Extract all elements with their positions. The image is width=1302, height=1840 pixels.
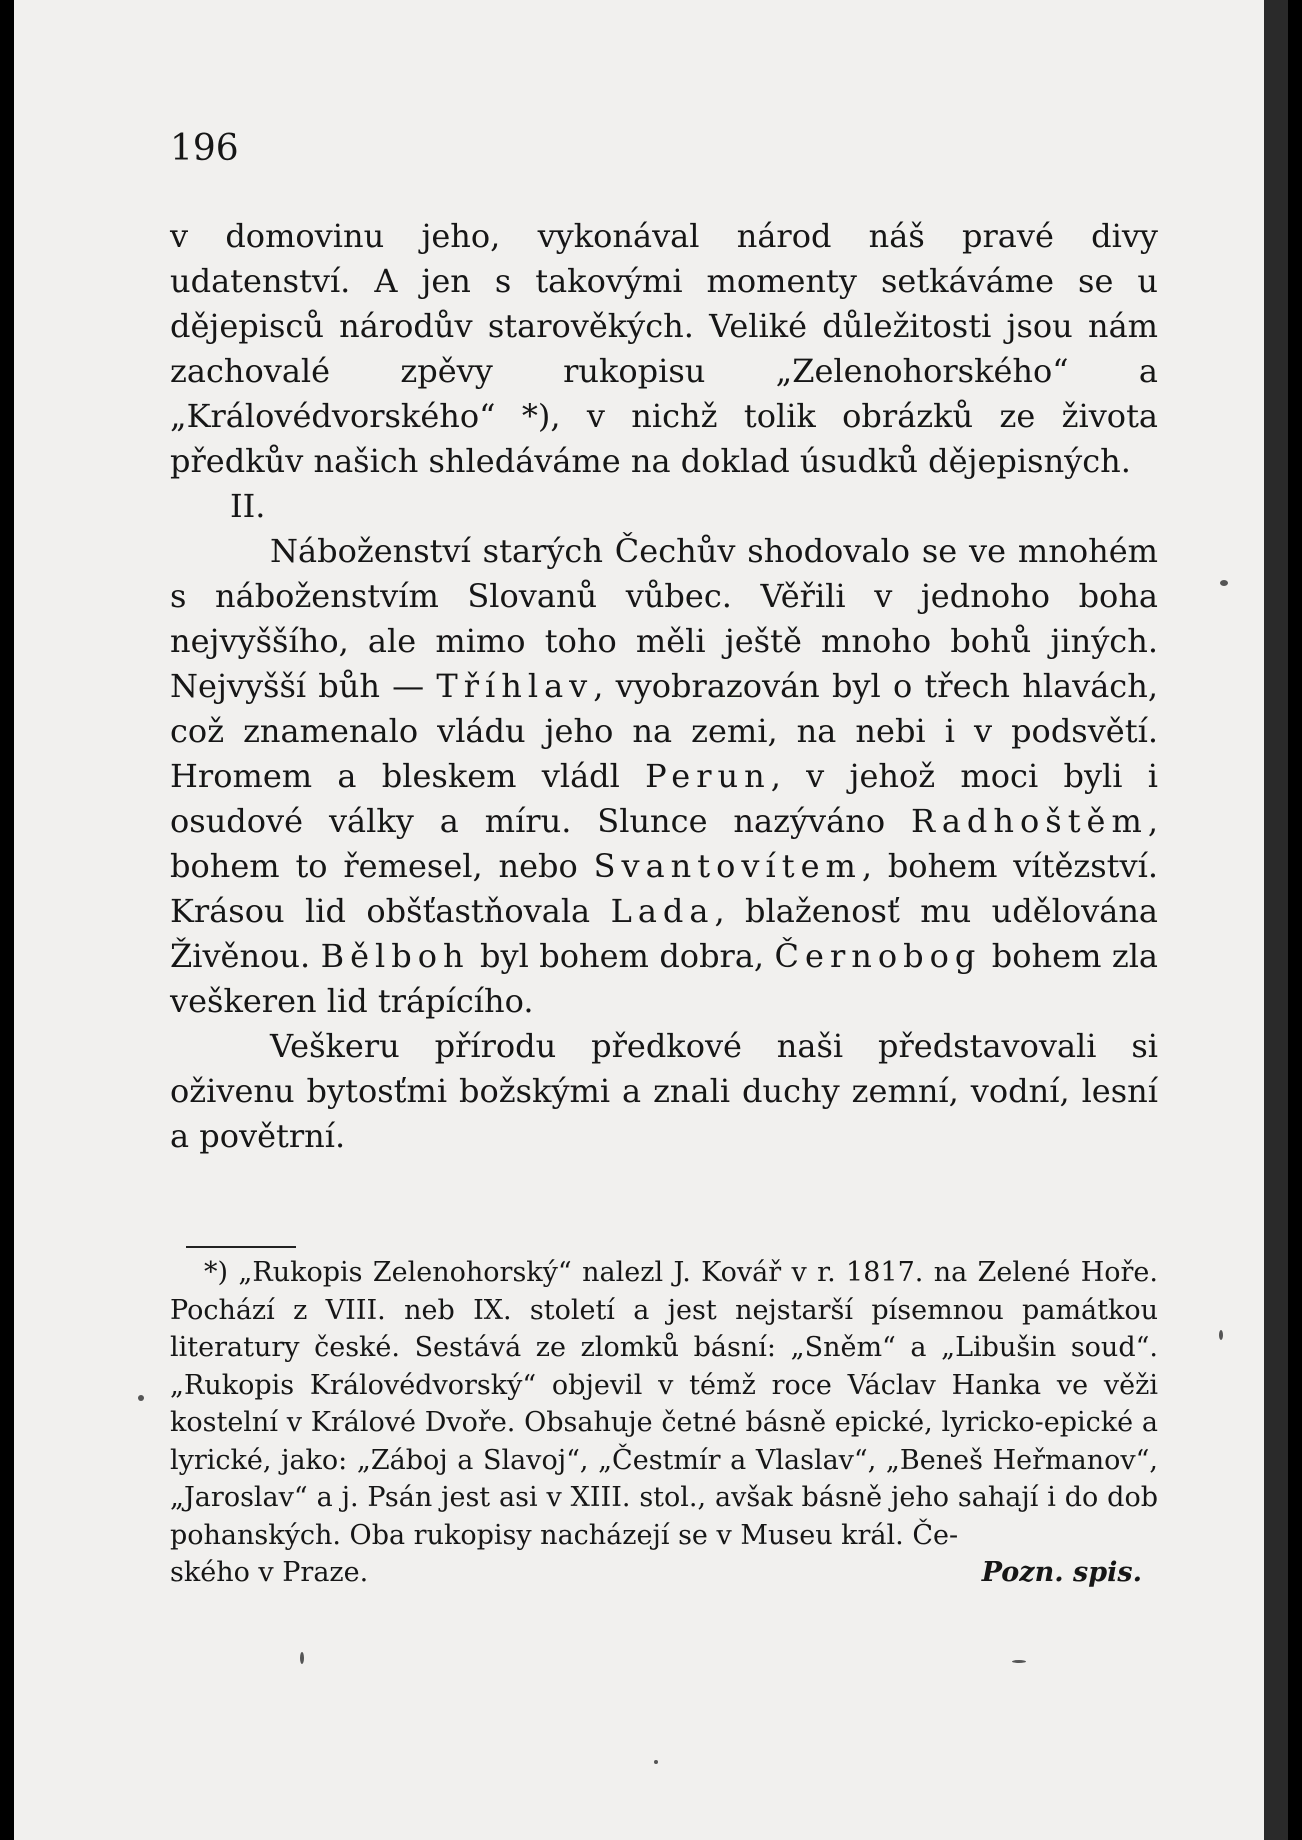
section-heading: II. bbox=[230, 487, 266, 525]
deity-name-svantovit: Svantovítem bbox=[593, 847, 862, 885]
paragraph-1: v domovinu jeho, vykonával národ náš pravé divy udatenství. A jen s takovými momenty setkáváme se u dějepisců národův starověkých. Veliké důležitosti jsou nám zachovalé zpěvy rukopisu „Zelenohorského“ a „Královédvorského“ *), v nichž tolik obrázků ze života předkův našich shledáváme na doklad úsudků dějepisných. bbox=[170, 217, 1158, 480]
deity-name-trihlav: Tříhlav bbox=[436, 667, 594, 705]
scan-edge bbox=[1264, 0, 1288, 1840]
paper-speck bbox=[138, 1395, 144, 1401]
paragraph-2-text-1: Náboženství starých Čechův shodovalo se ve mnohém s náboženstvím Slovanů vůbec. Věřili v jednoho boha nejvyššího, ale mimo toho měli ještě mnoho bohů jiných. Nejvyšší bůh — bbox=[170, 532, 1158, 705]
paper-speck bbox=[1012, 1660, 1026, 1663]
paper-speck bbox=[654, 1760, 658, 1764]
author-note-signature: Pozn. spis. bbox=[981, 1557, 1142, 1588]
main-text bbox=[170, 214, 1158, 1159]
footnote-last-line bbox=[170, 1554, 1158, 1592]
deity-name-lada: Lada bbox=[610, 892, 715, 930]
paragraph-2-text-2: , vyobrazován byl o třech hlavách, což znamenalo vládu jeho na zemi, na nebi i v podsvětí. Hromem a bleskem vládl bbox=[170, 667, 1159, 795]
paragraph-2-text-3: , v jehož moci byli i osudové války a míru. Slunce nazýváno bbox=[170, 757, 1159, 840]
deity-name-perun: Perun bbox=[645, 757, 771, 795]
paragraph-2 bbox=[170, 529, 1158, 1024]
paragraph-2-text-6: , blaženosť mu udělována Živěnou. bbox=[170, 892, 1159, 975]
book-page bbox=[14, 0, 1286, 1840]
paragraph-2-text-4: , bohem to řemesel, nebo bbox=[170, 802, 1158, 885]
deity-name-radhost: Radhoštěm bbox=[911, 802, 1148, 840]
deity-name-belboh: Bělboh bbox=[320, 937, 470, 975]
paper-speck bbox=[300, 1652, 304, 1664]
paragraph-2-text-8: bohem zla veškeren lid trápícího. bbox=[170, 937, 1158, 1020]
footnote-last-line-text: ského v Praze. bbox=[170, 1557, 369, 1588]
footnote bbox=[170, 1254, 1158, 1592]
paper-speck bbox=[1219, 1330, 1223, 1340]
paragraph-2-text-5: , bohem vítězství. Krásou lid obšťastňovala bbox=[170, 847, 1159, 930]
page-number: 196 bbox=[170, 128, 239, 169]
footnote-text: *) „Rukopis Zelenohorský“ nalezl J. Kovář v r. 1817. na Zelené Hoře. Pochází z VIII. neb IX. století a jest nejstarší písemnou památkou literatury české. Sestává ze zlomků básní: „Sněm“ a „Libušin soud“. „Rukopis Královédvorský“ objevil v témž roce Václav Hanka ve věži kostelní v Králové Dvoře. Obsahuje četné básně epické, lyricko-epické a lyrické, jako: „Záboj a Slavoj“, „Čestmír a Vlaslav“, „Beneš Heřmanov“, „Jaroslav“ a j. Psán jest asi v XIII. stol., avšak básně jeho sahají i do dob pohanských. Oba rukopisy nacházejí se v Museu král. Če- bbox=[170, 1257, 1158, 1551]
paper-speck bbox=[1220, 580, 1228, 586]
paragraph-3: Veškeru přírodu předkové naši představovali si oživenu bytosťmi božskými a znali duchy zemní, vodní, lesní a povětrní. bbox=[170, 1027, 1158, 1155]
deity-name-cernobog: Černobog bbox=[774, 937, 982, 975]
paragraph-2-text-7: byl bohem dobra, bbox=[469, 937, 775, 975]
footnote-divider bbox=[186, 1246, 296, 1248]
